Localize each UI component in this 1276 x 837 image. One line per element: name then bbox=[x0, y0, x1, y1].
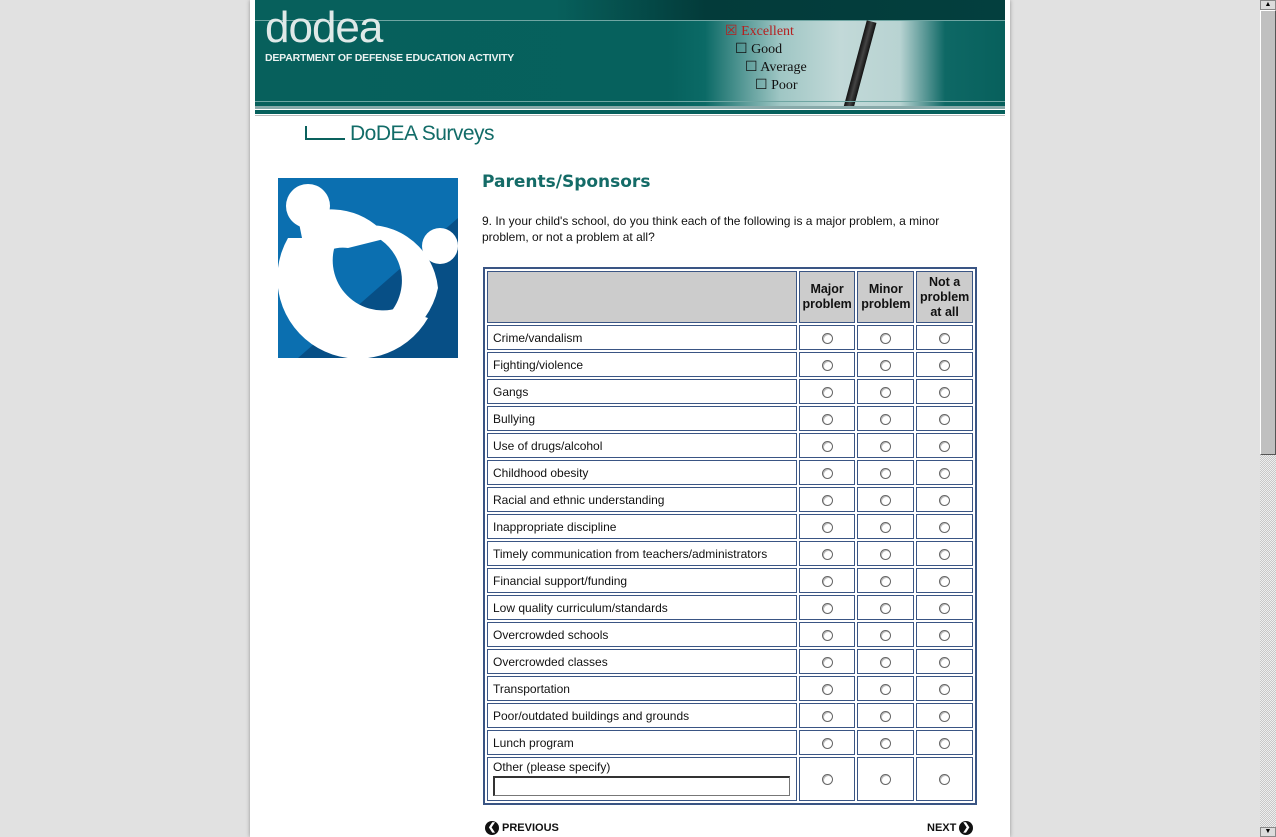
box-icon: ☐ bbox=[745, 60, 761, 75]
radio-cell bbox=[916, 406, 973, 431]
radio-cell bbox=[857, 352, 914, 377]
rating-excellent-line bbox=[725, 24, 794, 39]
radio-cell bbox=[916, 460, 973, 485]
radio-minor[interactable] bbox=[880, 360, 891, 371]
radio-not[interactable] bbox=[939, 549, 950, 560]
radio-major[interactable] bbox=[822, 414, 833, 425]
table-row bbox=[487, 622, 973, 647]
radio-cell bbox=[857, 406, 914, 431]
people-logo-image bbox=[278, 178, 458, 358]
section-title: Parents/Sponsors bbox=[482, 172, 651, 192]
item-label: Financial support/funding bbox=[487, 568, 797, 593]
rating-average: Average bbox=[760, 60, 807, 75]
item-label: Childhood obesity bbox=[487, 460, 797, 485]
radio-cell bbox=[799, 703, 856, 728]
page-container bbox=[250, 0, 1010, 837]
radio-cell bbox=[857, 514, 914, 539]
rating-average-line bbox=[745, 60, 807, 75]
radio-cell bbox=[799, 676, 856, 701]
radio-major[interactable] bbox=[822, 387, 833, 398]
rating-poor: Poor bbox=[771, 78, 798, 93]
divider bbox=[255, 115, 1005, 116]
item-label: Low quality curriculum/standards bbox=[487, 595, 797, 620]
radio-minor[interactable] bbox=[880, 576, 891, 587]
radio-cell bbox=[857, 460, 914, 485]
radio-not[interactable] bbox=[939, 468, 950, 479]
radio-cell bbox=[916, 352, 973, 377]
radio-cell bbox=[916, 487, 973, 512]
radio-cell bbox=[857, 325, 914, 350]
header-row bbox=[487, 271, 973, 323]
radio-major[interactable] bbox=[822, 630, 833, 641]
chevron-left-icon: ❮ bbox=[485, 821, 499, 835]
radio-minor[interactable] bbox=[880, 468, 891, 479]
radio-cell bbox=[799, 622, 856, 647]
radio-cell bbox=[857, 541, 914, 566]
column-not-a-problem: Not a problem at all bbox=[916, 271, 973, 323]
box-icon: ☐ bbox=[755, 78, 772, 93]
item-label: Transportation bbox=[487, 676, 797, 701]
item-label: Use of drugs/alcohol bbox=[487, 433, 797, 458]
radio-minor[interactable] bbox=[880, 774, 891, 785]
radio-minor[interactable] bbox=[880, 414, 891, 425]
radio-cell bbox=[799, 514, 856, 539]
radio-major[interactable] bbox=[822, 549, 833, 560]
item-label: Crime/vandalism bbox=[487, 325, 797, 350]
radio-cell bbox=[916, 703, 973, 728]
radio-not[interactable] bbox=[939, 603, 950, 614]
radio-minor[interactable] bbox=[880, 684, 891, 695]
divider bbox=[255, 106, 1005, 109]
radio-cell bbox=[857, 649, 914, 674]
radio-cell bbox=[799, 541, 856, 566]
radio-not[interactable] bbox=[939, 657, 950, 668]
item-label: Inappropriate discipline bbox=[487, 514, 797, 539]
radio-major[interactable] bbox=[822, 576, 833, 587]
table-row bbox=[487, 676, 973, 701]
radio-major[interactable] bbox=[822, 657, 833, 668]
radio-major[interactable] bbox=[822, 684, 833, 695]
radio-minor[interactable] bbox=[880, 657, 891, 668]
table-row bbox=[487, 325, 973, 350]
radio-not[interactable] bbox=[939, 576, 950, 587]
radio-major[interactable] bbox=[822, 441, 833, 452]
radio-cell bbox=[857, 730, 914, 755]
radio-cell bbox=[916, 649, 973, 674]
site-title bbox=[305, 122, 494, 146]
radio-minor[interactable] bbox=[880, 495, 891, 506]
radio-major[interactable] bbox=[822, 495, 833, 506]
next-label: NEXT bbox=[927, 822, 957, 834]
scroll-up-button[interactable]: ▲ bbox=[1260, 0, 1276, 10]
radio-cell bbox=[857, 379, 914, 404]
radio-minor[interactable] bbox=[880, 630, 891, 641]
radio-minor[interactable] bbox=[880, 738, 891, 749]
radio-cell bbox=[916, 676, 973, 701]
radio-cell bbox=[857, 703, 914, 728]
table-row bbox=[487, 595, 973, 620]
rating-excellent: Excellent bbox=[741, 24, 794, 39]
rating-good-line bbox=[735, 42, 782, 57]
radio-cell bbox=[799, 325, 856, 350]
vertical-scrollbar[interactable] bbox=[1260, 0, 1276, 837]
radio-cell bbox=[916, 730, 973, 755]
radio-not[interactable] bbox=[939, 414, 950, 425]
radio-not[interactable] bbox=[939, 387, 950, 398]
table-row bbox=[487, 649, 973, 674]
radio-minor[interactable] bbox=[880, 441, 891, 452]
radio-not[interactable] bbox=[939, 333, 950, 344]
radio-not[interactable] bbox=[939, 522, 950, 533]
table-row bbox=[487, 487, 973, 512]
radio-minor[interactable] bbox=[880, 603, 891, 614]
radio-not[interactable] bbox=[939, 711, 950, 722]
radio-cell bbox=[857, 676, 914, 701]
radio-cell bbox=[857, 433, 914, 458]
item-label: Gangs bbox=[487, 379, 797, 404]
radio-not[interactable] bbox=[939, 495, 950, 506]
other-cell bbox=[487, 757, 797, 801]
scrollbar-thumb[interactable] bbox=[1260, 10, 1276, 455]
radio-cell bbox=[916, 568, 973, 593]
radio-cell bbox=[916, 541, 973, 566]
radio-not[interactable] bbox=[939, 630, 950, 641]
next-button[interactable] bbox=[927, 821, 973, 835]
table-row bbox=[487, 406, 973, 431]
radio-cell bbox=[799, 595, 856, 620]
radio-cell bbox=[857, 757, 914, 801]
radio-cell bbox=[799, 649, 856, 674]
rating-good: Good bbox=[751, 42, 783, 57]
radio-minor[interactable] bbox=[880, 522, 891, 533]
radio-major[interactable] bbox=[822, 603, 833, 614]
item-label: Timely communication from teachers/administrators bbox=[487, 541, 797, 566]
radio-cell bbox=[916, 325, 973, 350]
rating-poor-line bbox=[755, 78, 798, 93]
dodea-logo: dodea bbox=[265, 3, 383, 52]
previous-button[interactable] bbox=[485, 821, 559, 835]
item-label: Overcrowded classes bbox=[487, 649, 797, 674]
radio-cell bbox=[799, 568, 856, 593]
item-label: Overcrowded schools bbox=[487, 622, 797, 647]
site-title-text: DoDEA Surveys bbox=[350, 122, 495, 145]
table-row bbox=[487, 433, 973, 458]
table-row bbox=[487, 352, 973, 377]
radio-cell bbox=[916, 757, 973, 801]
column-minor-problem: Minor problem bbox=[857, 271, 914, 323]
radio-minor[interactable] bbox=[880, 549, 891, 560]
table-row bbox=[487, 730, 973, 755]
chevron-right-icon: ❯ bbox=[959, 821, 973, 835]
radio-cell bbox=[799, 487, 856, 512]
radio-not[interactable] bbox=[939, 738, 950, 749]
other-label: Other (please specify) bbox=[493, 759, 611, 774]
radio-major[interactable] bbox=[822, 360, 833, 371]
previous-label: PREVIOUS bbox=[502, 822, 559, 834]
radio-minor[interactable] bbox=[880, 333, 891, 344]
radio-not[interactable] bbox=[939, 360, 950, 371]
radio-cell bbox=[916, 433, 973, 458]
box-icon: ☐ bbox=[735, 42, 752, 57]
radio-cell bbox=[799, 433, 856, 458]
radio-major[interactable] bbox=[822, 738, 833, 749]
radio-cell bbox=[799, 379, 856, 404]
radio-not[interactable] bbox=[939, 441, 950, 452]
column-major-problem: Major problem bbox=[799, 271, 856, 323]
radio-cell bbox=[916, 622, 973, 647]
radio-minor[interactable] bbox=[880, 711, 891, 722]
radio-cell bbox=[857, 487, 914, 512]
item-label: Lunch program bbox=[487, 730, 797, 755]
radio-major[interactable] bbox=[822, 333, 833, 344]
radio-minor[interactable] bbox=[880, 387, 891, 398]
item-label: Bullying bbox=[487, 406, 797, 431]
radio-major[interactable] bbox=[822, 522, 833, 533]
table-row-other bbox=[487, 757, 973, 801]
radio-cell bbox=[799, 406, 856, 431]
item-label: Poor/outdated buildings and grounds bbox=[487, 703, 797, 728]
radio-cell bbox=[799, 730, 856, 755]
bracket-icon bbox=[305, 126, 345, 140]
table-row bbox=[487, 541, 973, 566]
radio-not[interactable] bbox=[939, 684, 950, 695]
table-row bbox=[487, 703, 973, 728]
radio-cell bbox=[799, 460, 856, 485]
radio-cell bbox=[916, 379, 973, 404]
scroll-down-button[interactable]: ▼ bbox=[1260, 827, 1276, 837]
radio-major[interactable] bbox=[822, 774, 833, 785]
item-label: Racial and ethnic understanding bbox=[487, 487, 797, 512]
radio-cell bbox=[857, 595, 914, 620]
checked-box-icon: ☒ bbox=[725, 24, 742, 39]
radio-cell bbox=[916, 595, 973, 620]
question-matrix bbox=[483, 267, 977, 805]
question-text: 9. In your child's school, do you think each of the following is a major problem, a minor problem, or not a problem at all? bbox=[482, 214, 940, 244]
radio-major[interactable] bbox=[822, 468, 833, 479]
other-specify-input[interactable] bbox=[493, 776, 790, 796]
radio-cell bbox=[916, 514, 973, 539]
radio-cell bbox=[799, 757, 856, 801]
pen-icon bbox=[844, 20, 877, 106]
table-row bbox=[487, 568, 973, 593]
table-row bbox=[487, 514, 973, 539]
org-name: DEPARTMENT OF DEFENSE EDUCATION ACTIVITY bbox=[265, 52, 515, 64]
radio-cell bbox=[857, 568, 914, 593]
radio-not[interactable] bbox=[939, 774, 950, 785]
table-row bbox=[487, 379, 973, 404]
radio-cell bbox=[799, 352, 856, 377]
banner-line bbox=[255, 101, 1005, 102]
table-row bbox=[487, 460, 973, 485]
radio-cell bbox=[857, 622, 914, 647]
item-label: Fighting/violence bbox=[487, 352, 797, 377]
blank-header bbox=[487, 271, 797, 323]
header-banner bbox=[255, 0, 1005, 106]
divider bbox=[255, 110, 1005, 114]
radio-major[interactable] bbox=[822, 711, 833, 722]
